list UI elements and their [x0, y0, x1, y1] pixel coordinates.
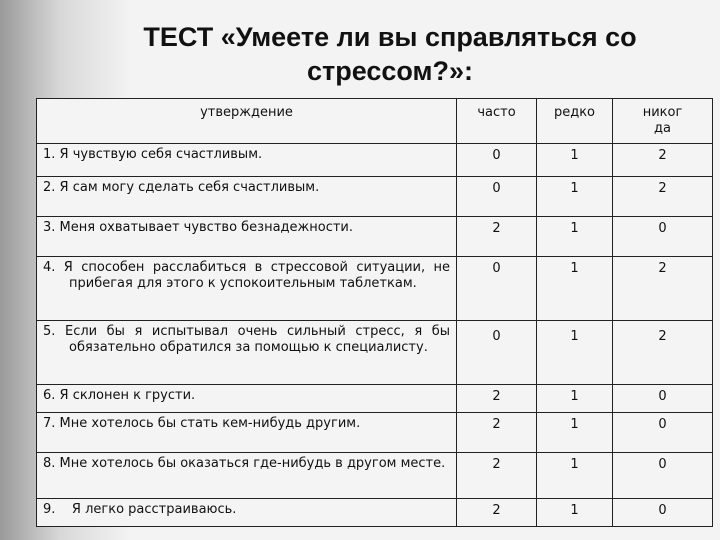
table-row — [37, 385, 713, 413]
score-rarely: 1 — [537, 217, 613, 257]
score-often: 0 — [457, 144, 537, 177]
score-never: 2 — [613, 144, 713, 177]
score-rarely: 1 — [537, 321, 613, 385]
header-often: часто — [457, 99, 537, 144]
page-title — [70, 20, 710, 88]
score-rarely: 1 — [537, 453, 613, 499]
score-rarely: 1 — [537, 413, 613, 453]
test-table — [36, 98, 713, 527]
statement-text: 9. Я легко расстраиваюсь. — [43, 502, 237, 517]
score-rarely: 1 — [537, 385, 613, 413]
header-never-label: никог да — [642, 105, 683, 136]
table-row — [37, 321, 713, 385]
score-rarely: 1 — [537, 257, 613, 321]
header-statement: утверждение — [37, 99, 457, 144]
table-row — [37, 144, 713, 177]
statement-cell — [37, 499, 457, 527]
statement-text: 4. Я способен расслабиться в стрессовой ситуации, не прибегая для этого к успокоительным таблеткам. — [43, 260, 450, 291]
header-rarely: редко — [537, 99, 613, 144]
title-line-1: ТЕСТ «Умеете ли вы справляться со — [143, 22, 637, 52]
table-header-row — [37, 99, 713, 144]
statement-cell — [37, 177, 457, 217]
table-row — [37, 453, 713, 499]
score-never: 0 — [613, 217, 713, 257]
title-line-2: стрессом?»: — [306, 56, 474, 86]
score-never: 2 — [613, 177, 713, 217]
score-often: 0 — [457, 177, 537, 217]
statement-text: 2. Я сам могу сделать себя счастливым. — [43, 180, 320, 195]
statement-text: 6. Я склонен к грусти. — [43, 388, 196, 403]
statement-cell — [37, 144, 457, 177]
score-often: 2 — [457, 385, 537, 413]
score-never: 0 — [613, 413, 713, 453]
score-often: 2 — [457, 453, 537, 499]
score-rarely: 1 — [537, 499, 613, 527]
table-row — [37, 413, 713, 453]
score-often: 2 — [457, 413, 537, 453]
statement-cell — [37, 257, 457, 321]
score-rarely: 1 — [537, 177, 613, 217]
statement-cell — [37, 413, 457, 453]
statement-cell — [37, 453, 457, 499]
score-never: 0 — [613, 385, 713, 413]
statement-text: 1. Я чувствую себя счастливым. — [43, 147, 263, 162]
header-never — [613, 99, 713, 144]
statement-text: 5. Если бы я испытывал очень сильный стресс, я бы обязательно обратился за помощью к специалисту. — [43, 324, 450, 355]
score-never: 0 — [613, 499, 713, 527]
statement-cell — [37, 321, 457, 385]
statement-text: 3. Меня охватывает чувство безнадежности. — [43, 220, 353, 235]
score-rarely: 1 — [537, 144, 613, 177]
score-never: 0 — [613, 453, 713, 499]
score-never: 2 — [613, 321, 713, 385]
table-row — [37, 177, 713, 217]
score-often: 0 — [457, 321, 537, 385]
table-row — [37, 217, 713, 257]
score-often: 2 — [457, 499, 537, 527]
score-never: 2 — [613, 257, 713, 321]
statement-text: 8. Мне хотелось бы оказаться где-нибудь в другом месте. — [43, 456, 446, 471]
table-row — [37, 257, 713, 321]
statement-cell — [37, 217, 457, 257]
statement-cell — [37, 385, 457, 413]
statement-text: 7. Мне хотелось бы стать кем-нибудь другим. — [43, 416, 361, 431]
table-row — [37, 499, 713, 527]
score-often: 0 — [457, 257, 537, 321]
score-often: 2 — [457, 217, 537, 257]
